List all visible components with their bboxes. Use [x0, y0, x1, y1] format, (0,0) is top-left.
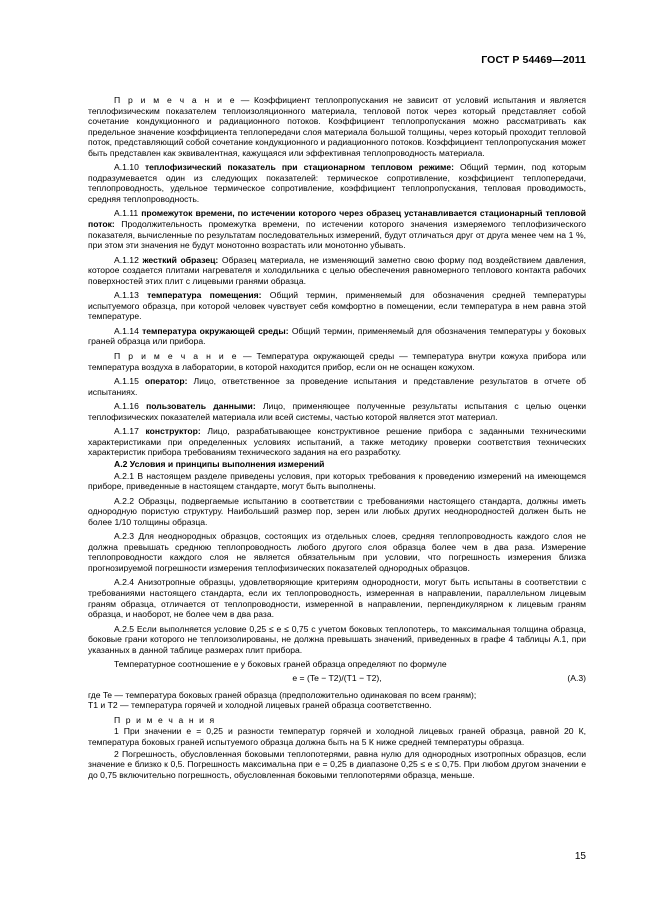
section-heading-a2: А.2 Условия и принципы выполнения измерений — [114, 458, 325, 469]
clause-term: конструктор: — [145, 426, 201, 437]
standard-header: ГОСТ Р 54469—2011 — [481, 54, 586, 66]
note-a114 — [88, 351, 586, 372]
clause-term: температура помещения: — [147, 290, 262, 301]
note-a19 — [88, 95, 586, 158]
clause-text: Лицо, разрабатывающее конструктивное решение прибора с заданными техническими характеристиками при определенных условиях испытаний, а также методику проверки соответствия технических характеристик прибора требованиям технического задания на его разработку. — [88, 426, 586, 458]
formula-expression: e = (Te − T2)/(T1 − T2), — [292, 672, 382, 683]
clause-a112 — [88, 255, 586, 287]
clause-number: А.1.10 — [114, 162, 145, 173]
ratio-intro: Температурное соотношение e у боковых граней образца определяют по формуле — [114, 659, 447, 670]
clause-term: жесткий образец: — [142, 254, 219, 265]
clause-number: А.1.12 — [114, 254, 143, 265]
note-label: П р и м е ч а н и е — [114, 95, 237, 105]
clause-a111 — [88, 208, 586, 250]
clause-term: промежуток времени, по истечении которого через образец устанавливается стационарный тепловой поток: — [88, 208, 586, 230]
clause-number: А.1.16 — [114, 401, 147, 412]
formula-a3 — [88, 673, 586, 686]
clause-a113 — [88, 290, 586, 322]
clause-text: Продолжительность промежутка времени, по истечении которого значения измеряемого теплофизического показателя, вычисленные по результатам последовательных измерений, будут отличаться друг от друга менее чем на 1 %, при этом эти значения не будут монотонно возрастать или монотонно убывать. — [88, 219, 586, 251]
clause-term: оператор: — [144, 376, 188, 387]
clause-number: А.1.15 — [114, 376, 145, 387]
page-number: 15 — [574, 851, 586, 862]
clause-number: А.1.13 — [114, 290, 148, 301]
clause-a115 — [88, 376, 586, 397]
clause-a24: А.2.4 Анизотропные образцы, удовлетворяющие критериям однородности, могут быть испытаны в соответствии с требованиями настоящего стандарта, если их теплопроводность, измеренная в направлении, параллельном лицевым граням образца, отличается от теплопроводности, измеренной в направлении, перпендикулярном к лицевым граням образца, и наоборот, не более чем в два раза. — [88, 577, 586, 620]
clause-term: теплофизический показатель при стационарном тепловом режиме: — [144, 162, 454, 173]
clause-a110 — [88, 162, 586, 204]
notes-heading — [88, 715, 586, 726]
clause-number: А.1.14 — [114, 325, 143, 336]
where-line-te: где Te — температура боковых граней образца (предположительно одинаковая по всем граням); — [88, 689, 477, 700]
clause-text: Образец материала, не изменяющий заметно свою форму под воздействием давления, которое создается плитами нагревателя и холодильника с целью обеспечения равномерного теплового контакта рабочих поверхностей этих плит с лицевыми гранями образца. — [88, 254, 586, 286]
clause-text: Общий термин, применяемый для обозначения средней температуры испытуемого образца, при которой человек чувствует себя комфортно в помещении, если температура в нем равна этой температуре. — [88, 290, 587, 322]
clause-a114 — [88, 326, 586, 347]
clause-a22: А.2.2 Образцы, подвергаемые испытанию в соответствии с требованиями настоящего стандарта, должны иметь однородную пористую структуру. Наибольший размер пор, зерен или любых других неоднородностей должен быть не более 1/10 толщины образца. — [88, 495, 586, 527]
note-1: 1 При значении e = 0,25 и разности температур горячей и холодной лицевых граней образца, равной 20 К, температура боковых граней испытуемого образца должна быть на 5 К ниже средней температуры образца. — [88, 726, 586, 747]
clause-a23: А.2.3 Для неоднородных образцов, состоящих из отдельных слоев, средняя теплопроводность каждого слоя не должна превышать среднюю теплопроводность любого другого слоя образца более чем в два раза. Измерение теплопроводности каждого слоя не является обязательным при условии, что погрешность измерения близка прогнозируемой погрешности измерения теплофизических показателей однородных образцов. — [88, 531, 586, 573]
clause-text: Лицо, применяющее полученные результаты испытания с целью оценки теплофизических показателей материала или всей системы, частью которой является этот материал. — [88, 401, 586, 422]
clause-number: А.1.17 — [114, 426, 146, 437]
note-label: П р и м е ч а н и е — [114, 351, 239, 362]
clause-text: Лицо, ответственное за проведение испытания и представление результатов в отчете об испытаниях. — [88, 376, 587, 397]
where-line-t1-t2: T1 и T2 — температура горячей и холодной лицевых граней образца соответственно. — [88, 700, 432, 711]
clause-text: Общий термин, применяемый для обозначения температуры у боковых граней образца или прибора. — [88, 325, 586, 347]
formula-number: (А.3) — [567, 672, 586, 683]
note-text: — Температура окружающей среды — температура внутри кожуха прибора или температура воздуха в лаборатории, в которой находится прибор, если он не оснащен кожухом. — [88, 351, 586, 372]
notes-heading-label: П р и м е ч а н и я — [114, 714, 216, 725]
clause-a116 — [88, 401, 586, 422]
clause-a117 — [88, 426, 586, 458]
clause-a25: А.2.5 Если выполняется условие 0,25 ≤ e ≤ 0,75 с учетом боковых теплопотерь, то максимальная толщина образца, боковые грани которого не теплоизолированы, не должна превышать значений, приведенных в графе 4 таблицы А.1, при указанных в данной таблице размерах плит прибора. — [88, 623, 586, 655]
note-text: — Коэффициент теплопропускания не зависит от условий испытания и является теплофизическим показателем теплоизоляционного материала, тепловой поток через который представляет собой сочетание кондукционного и радиационного потоков. Коэффициент теплопропускания можно рассматривать как предельное значение коэффициента теплопередачи слоя материала большой толщины, через который проходит тепловой поток, представляющий собой сочетание кондукционного и радиационного потоков. Коэффициент теплопропускания может быть представлен как эквивалентная, кажущаяся или эффективная теплопроводность материала. — [88, 95, 586, 158]
clause-a21: А.2.1 В настоящем разделе приведены условия, при которых требования к проведению измерений на имеющемся приборе, приведенные в настоящем стандарте, могут быть выполнены. — [88, 470, 586, 492]
clause-term: температура окружающей среды: — [142, 325, 289, 336]
clause-number: А.1.11 — [114, 208, 142, 219]
note-2: 2 Погрешность, обусловленная боковыми теплопотерями, равна нулю для однородных изотропных образцов, если значение e близко к 0,5. Погрешность максимальна при e = 0,25 в диапазоне 0,25 ≤ e ≤ 0,75. При любом другом значении e до 0,75 включительно погрешность, обусловленная боковыми теплопотерями образца, меньше. — [88, 748, 586, 780]
formula-where — [88, 690, 586, 711]
clause-term: пользователь данными: — [146, 401, 256, 412]
document-body — [88, 95, 586, 784]
clause-text: Общий термин, под которым подразумевается один из следующих показателей: термическое сопротивление, коэффициент теплопередачи, теплопроводность, удельное термическое сопротивление, коэффициент теплопропускания, тепловая проводимость, средняя теплопроводность. — [88, 162, 586, 204]
